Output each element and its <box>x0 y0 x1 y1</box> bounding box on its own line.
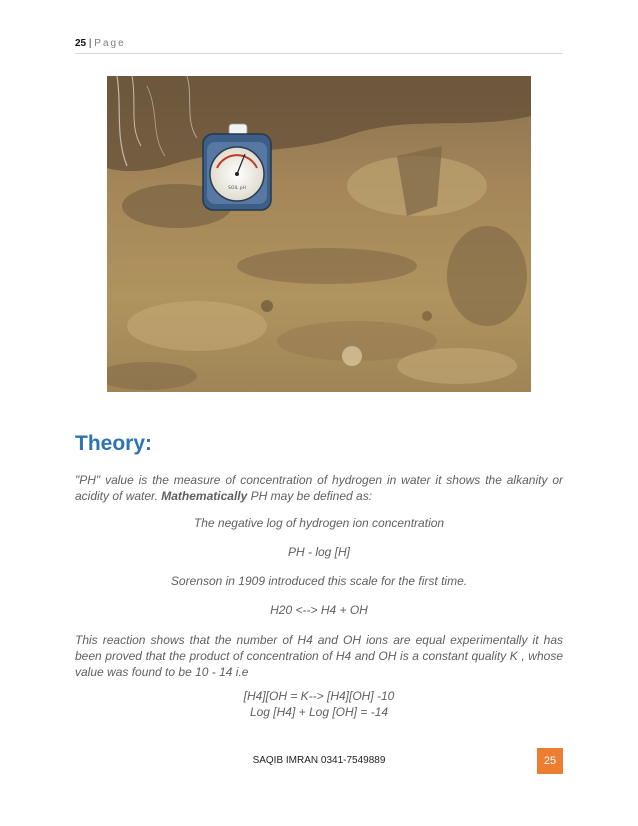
explanation-paragraph: This reaction shows that the number of H4 and OH ions are equal experimentally it has been proved that the product of concentration of H4 and OH is a constant quality K , whose value was found to be 10 - 14 i.e <box>75 633 563 679</box>
header-page-number: 25 <box>75 38 87 49</box>
definition-line: The negative log of hydrogen ion concentration <box>193 516 445 530</box>
header-separator: | <box>86 38 95 49</box>
equation-line-2: Log [H4] + Log [OH] = -14 <box>249 705 389 719</box>
intro-text-1: "PH" value is the measure of concentration of hydrogen in water it shows the alkanity or acidity of water. <box>75 473 563 503</box>
reaction-line: H20 <--> H4 + OH <box>270 603 368 617</box>
footer-page-number-box: 25 <box>537 748 563 774</box>
intro-text-2: PH may be defined as: <box>247 489 373 503</box>
footer-author: SAQIB IMRAN 0341-7549889 <box>252 755 386 766</box>
intro-emphasis: Mathematically <box>161 489 248 503</box>
header-page-word: Page <box>94 38 126 49</box>
equation-line-1: [H4][OH = K--> [H4][OH] -10 <box>243 689 395 703</box>
soil-ph-meter-photo <box>107 76 531 392</box>
theory-intro-paragraph <box>75 472 563 504</box>
meter-label: SOIL pH <box>228 186 246 191</box>
theory-heading: Theory: <box>75 432 153 455</box>
history-line: Sorenson in 1909 introduced this scale for the first time. <box>170 574 468 588</box>
ph-meter-device <box>203 124 271 210</box>
formula-line: PH - log [H] <box>287 545 350 559</box>
page-header <box>75 38 563 52</box>
header-divider <box>75 53 563 54</box>
